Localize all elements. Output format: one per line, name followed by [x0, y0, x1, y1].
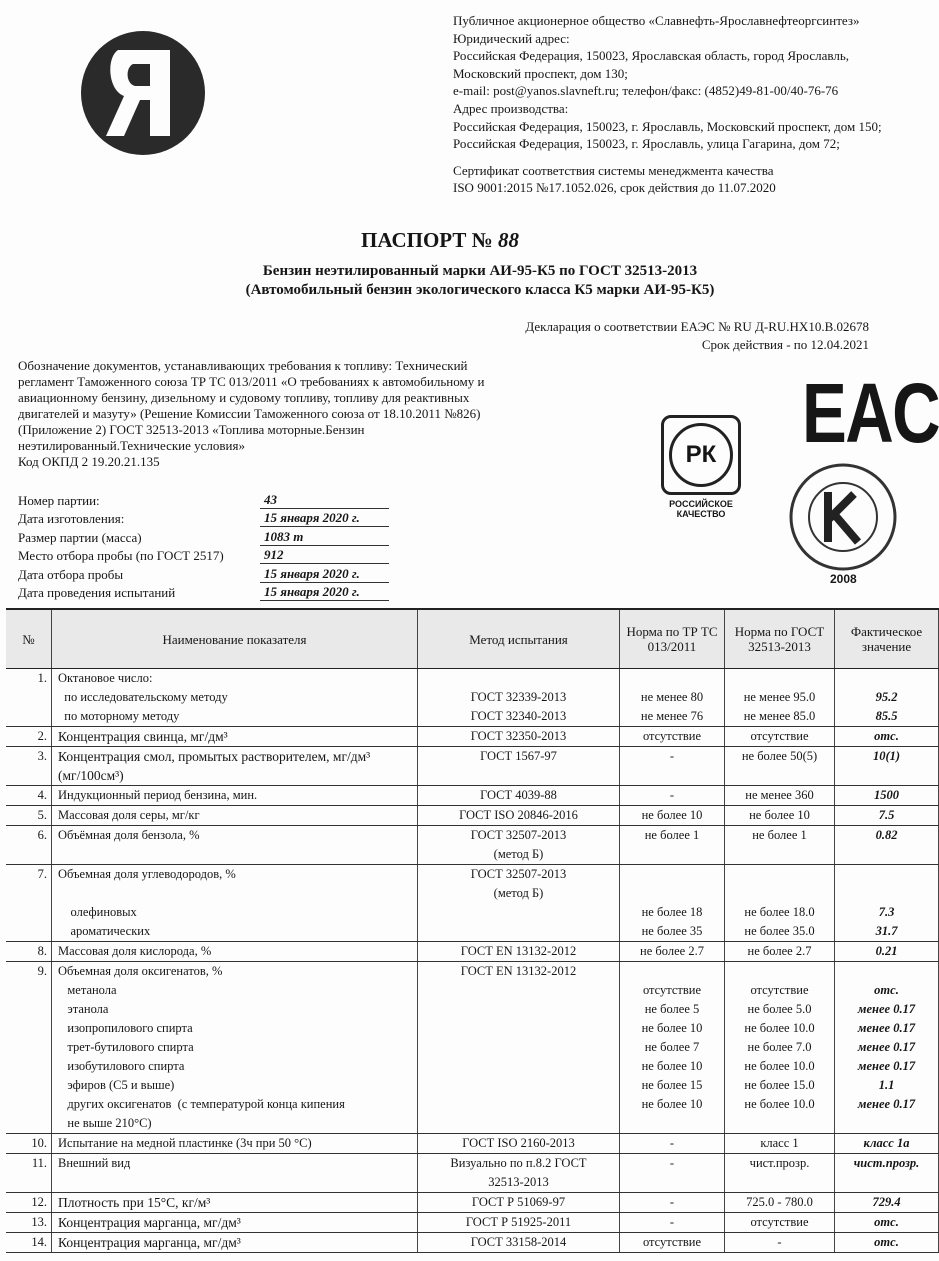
table-row-line — [6, 1193, 939, 1212]
actual-value: 0.21 — [835, 942, 939, 961]
okpd-code: Код ОКПД 2 19.20.21.135 — [18, 454, 160, 469]
indicator-name: Концентрация смол, промытых растворителем, мг/дм³ — [52, 747, 418, 766]
table-row — [6, 1134, 939, 1154]
indicator-name: (мг/100см³) — [52, 766, 418, 785]
norm-gost: не более 1 — [725, 826, 835, 845]
indicator-name: изобутилового спирта — [52, 1057, 418, 1076]
rk-mark: РК — [669, 423, 733, 487]
indicator-name: олефиновых — [52, 903, 418, 922]
batch-value: 15 января 2020 г. — [260, 584, 389, 601]
test-method: 32513-2013 — [418, 1173, 620, 1192]
norm-gost — [725, 962, 835, 981]
indicator-name: Объемная доля оксигенатов, % — [52, 962, 418, 981]
norm-tr-ts: отсутствие — [620, 1233, 725, 1252]
norm-gost — [725, 884, 835, 903]
seal-year: 2008 — [830, 572, 857, 586]
company-info — [453, 12, 882, 153]
table-row-line — [6, 922, 939, 941]
product-name — [0, 262, 939, 300]
table-row-line — [6, 1114, 939, 1133]
actual-value: 85.5 — [835, 707, 939, 726]
indicator-name — [52, 1173, 418, 1192]
norm-tr-ts: не более 1 — [620, 826, 725, 845]
batch-label: Место отбора пробы (по ГОСТ 2517) — [18, 548, 224, 563]
actual-value: 95.2 — [835, 688, 939, 707]
actual-value: 10(1) — [835, 747, 939, 766]
table-row-line — [6, 1233, 939, 1252]
row-number — [6, 845, 52, 864]
norm-gost: не более 10 — [725, 806, 835, 825]
passport-number: 88 — [497, 228, 519, 252]
norm-tr-ts: не менее 80 — [620, 688, 725, 707]
row-number: 4. — [6, 786, 52, 805]
norm-tr-ts: не менее 76 — [620, 707, 725, 726]
indicator-name: Концентрация свинца, мг/дм³ — [52, 727, 418, 746]
table-row-line — [6, 806, 939, 825]
row-number: 3. — [6, 747, 52, 766]
norm-tr-ts: - — [620, 747, 725, 766]
indicator-name: Индукционный период бензина, мин. — [52, 786, 418, 805]
passport-title — [0, 228, 880, 253]
quality-certificate — [453, 162, 776, 196]
test-method: ГОСТ 32507-2013 — [418, 826, 620, 845]
indicator-name: этанола — [52, 1000, 418, 1019]
column-header: Норма по ТР ТС 013/2011 — [620, 610, 725, 668]
table-row-line — [6, 884, 939, 903]
indicator-name: ароматических — [52, 922, 418, 941]
table-row-line — [6, 903, 939, 922]
company-line: Российская Федерация, 150023, Ярославская область, город Ярославль, — [453, 48, 850, 64]
company-line: Адрес производства: — [453, 100, 569, 116]
norm-tr-ts — [620, 1173, 725, 1192]
test-method: (метод Б) — [418, 884, 620, 903]
row-number — [6, 1057, 52, 1076]
norm-gost: не более 18.0 — [725, 903, 835, 922]
table-row-line — [6, 962, 939, 981]
test-method: ГОСТ Р 51069-97 — [418, 1193, 620, 1212]
requirements-block — [18, 358, 488, 470]
test-method — [418, 1019, 620, 1038]
test-method — [418, 1095, 620, 1114]
test-method: ГОСТ 32339-2013 — [418, 688, 620, 707]
norm-tr-ts: - — [620, 1154, 725, 1173]
table-row — [6, 942, 939, 962]
company-line: Публичное акционерное общество «Славнефть-Ярославнефтеоргсинтез» — [453, 13, 860, 28]
indicator-name: Объёмная доля бензола, % — [52, 826, 418, 845]
indicator-name: Плотность при 15°С, кг/м³ — [52, 1193, 418, 1212]
row-number — [6, 1095, 52, 1114]
indicator-name: Испытание на медной пластинке (3ч при 50 °С) — [52, 1134, 418, 1153]
test-method — [418, 766, 620, 785]
company-line: Российская Федерация, 150023, г. Ярославль, улица Гагарина, дом 72; — [453, 136, 840, 152]
company-line: e-mail: post@yanos.slavneft.ru; телефон/факс: (4852)49-81-00/40-76-76 — [453, 83, 839, 99]
norm-gost: не более 10.0 — [725, 1057, 835, 1076]
batch-info — [18, 490, 389, 601]
table-row-line — [6, 942, 939, 961]
actual-value: класс 1а — [835, 1134, 939, 1153]
table-row — [6, 1154, 939, 1193]
batch-label: Размер партии (масса) — [18, 529, 142, 545]
table-row-line — [6, 1000, 939, 1019]
test-method: ГОСТ EN 13132-2012 — [418, 962, 620, 981]
row-number: 9. — [6, 962, 52, 981]
batch-value: 43 — [260, 492, 389, 509]
test-method — [418, 1038, 620, 1057]
rk-caption: РОССИЙСКОЕ — [669, 499, 733, 509]
test-method: ГОСТ 1567-97 — [418, 747, 620, 766]
actual-value: отс. — [835, 981, 939, 1000]
norm-gost — [725, 1173, 835, 1192]
table-row — [6, 1193, 939, 1213]
actual-value: менее 0.17 — [835, 1019, 939, 1038]
row-number: 11. — [6, 1154, 52, 1173]
row-number — [6, 903, 52, 922]
indicator-name: Массовая доля кислорода, % — [52, 942, 418, 961]
row-number: 5. — [6, 806, 52, 825]
indicator-name: эфиров (С5 и выше) — [52, 1076, 418, 1095]
norm-gost: не более 35.0 — [725, 922, 835, 941]
norm-gost: не более 10.0 — [725, 1095, 835, 1114]
column-header: Наименование показателя — [52, 610, 418, 668]
column-header: № — [6, 610, 52, 668]
indicator-name — [52, 884, 418, 903]
row-number — [6, 707, 52, 726]
norm-gost: не более 2.7 — [725, 942, 835, 961]
row-number: 12. — [6, 1193, 52, 1212]
norm-tr-ts: не более 18 — [620, 903, 725, 922]
test-method — [418, 1076, 620, 1095]
test-method — [418, 981, 620, 1000]
row-number: 8. — [6, 942, 52, 961]
norm-gost: отсутствие — [725, 727, 835, 746]
table-row-line — [6, 1019, 939, 1038]
row-number — [6, 688, 52, 707]
quality-award-seal-icon — [788, 462, 898, 572]
indicator-name: по моторному методу — [52, 707, 418, 726]
row-number: 7. — [6, 865, 52, 884]
indicator-name: Октановое число: — [52, 669, 418, 688]
indicator-name: Внешний вид — [52, 1154, 418, 1173]
actual-value — [835, 766, 939, 785]
test-method: (метод Б) — [418, 845, 620, 864]
test-method — [418, 1114, 620, 1133]
row-number — [6, 766, 52, 785]
test-method — [418, 669, 620, 688]
test-method: Визуально по п.8.2 ГОСТ — [418, 1154, 620, 1173]
norm-gost: 725.0 - 780.0 — [725, 1193, 835, 1212]
indicator-name: не выше 210°С) — [52, 1114, 418, 1133]
table-row — [6, 962, 939, 1134]
table-row — [6, 786, 939, 806]
norm-tr-ts: не более 7 — [620, 1038, 725, 1057]
norm-tr-ts: не более 5 — [620, 1000, 725, 1019]
test-method — [418, 1057, 620, 1076]
norm-tr-ts — [620, 766, 725, 785]
row-number — [6, 1019, 52, 1038]
actual-value: 31.7 — [835, 922, 939, 941]
table-row-line — [6, 1134, 939, 1153]
row-number: 6. — [6, 826, 52, 845]
indicator-name: Концентрация марганца, мг/дм³ — [52, 1213, 418, 1232]
norm-gost: - — [725, 1233, 835, 1252]
product-line: (Автомобильный бензин экологического класса К5 марки АИ-95-К5) — [245, 282, 715, 298]
row-number: 10. — [6, 1134, 52, 1153]
norm-tr-ts: не более 10 — [620, 806, 725, 825]
table-header — [6, 610, 939, 669]
table-row-line — [6, 1154, 939, 1173]
product-line: Бензин неэтилированный марки АИ-95-К5 по ГОСТ 32513-2013 — [262, 263, 698, 279]
actual-value — [835, 1114, 939, 1133]
certificate-line: Сертификат соответствия системы менеджмента качества — [453, 163, 774, 178]
actual-value: 1500 — [835, 786, 939, 805]
row-number — [6, 1076, 52, 1095]
actual-value: менее 0.17 — [835, 1038, 939, 1057]
norm-gost — [725, 1114, 835, 1133]
table-row-line — [6, 981, 939, 1000]
row-number: 2. — [6, 727, 52, 746]
company-line: Московский проспект, дом 130; — [453, 65, 628, 81]
norm-tr-ts — [620, 1114, 725, 1133]
actual-value: 7.5 — [835, 806, 939, 825]
actual-value: чист.прозр. — [835, 1154, 939, 1173]
table-row-line — [6, 688, 939, 707]
column-header: Метод испытания — [418, 610, 620, 668]
table-row-line — [6, 826, 939, 845]
test-method — [418, 1000, 620, 1019]
actual-value: 7.3 — [835, 903, 939, 922]
table-row-line — [6, 707, 939, 726]
indicator-name: метанола — [52, 981, 418, 1000]
title-text: ПАСПОРТ № — [361, 228, 493, 252]
row-number — [6, 981, 52, 1000]
company-line: Российская Федерация, 150023, г. Ярославль, Московский проспект, дом 150; — [453, 118, 882, 134]
batch-value: 912 — [260, 547, 389, 564]
table-row-line — [6, 1038, 939, 1057]
norm-tr-ts: не более 10 — [620, 1019, 725, 1038]
row-number: 14. — [6, 1233, 52, 1252]
indicator-name: Концентрация марганца, мг/дм³ — [52, 1233, 418, 1252]
norm-gost: не менее 85.0 — [725, 707, 835, 726]
test-method: ГОСТ ISO 2160-2013 — [418, 1134, 620, 1153]
norm-gost: не более 50(5) — [725, 747, 835, 766]
table-row-line — [6, 727, 939, 746]
norm-tr-ts: не более 15 — [620, 1076, 725, 1095]
rk-caption: КАЧЕСТВО — [676, 509, 726, 519]
norm-gost: не менее 95.0 — [725, 688, 835, 707]
row-number — [6, 1173, 52, 1192]
table-row — [6, 806, 939, 826]
norm-tr-ts: не более 10 — [620, 1095, 725, 1114]
indicator-name: Массовая доля серы, мг/кг — [52, 806, 418, 825]
table-body — [6, 669, 939, 1253]
table-row-line — [6, 786, 939, 805]
indicator-name: других оксигенатов (с температурой конца кипения — [52, 1095, 418, 1114]
row-number — [6, 1000, 52, 1019]
norm-gost: не менее 360 — [725, 786, 835, 805]
actual-value — [835, 884, 939, 903]
indicator-name: по исследовательскому методу — [52, 688, 418, 707]
batch-value: 15 января 2020 г. — [260, 566, 389, 583]
actual-value — [835, 1173, 939, 1192]
norm-gost: отсутствие — [725, 981, 835, 1000]
company-logo-icon — [78, 28, 208, 158]
indicator-name — [52, 845, 418, 864]
declaration-validity: Срок действия - по 12.04.2021 — [701, 337, 869, 352]
test-method: ГОСТ 33158-2014 — [418, 1233, 620, 1252]
declaration — [525, 318, 869, 354]
table-row-line — [6, 1057, 939, 1076]
actual-value — [835, 669, 939, 688]
table-row — [6, 826, 939, 865]
test-method — [418, 903, 620, 922]
actual-value: менее 0.17 — [835, 1000, 939, 1019]
declaration-number: Декларация о соответствии ЕАЭС № RU Д-RU.НХ10.В.02678 — [525, 319, 869, 334]
actual-value: отс. — [835, 1233, 939, 1252]
table-row — [6, 1213, 939, 1233]
table-row — [6, 727, 939, 747]
norm-tr-ts: - — [620, 1193, 725, 1212]
actual-value: менее 0.17 — [835, 1057, 939, 1076]
norm-tr-ts: не более 2.7 — [620, 942, 725, 961]
test-method: ГОСТ 4039-88 — [418, 786, 620, 805]
test-method: ГОСТ 32507-2013 — [418, 865, 620, 884]
table-row-line — [6, 1213, 939, 1232]
norm-tr-ts: не более 10 — [620, 1057, 725, 1076]
test-method: ГОСТ 32340-2013 — [418, 707, 620, 726]
batch-value: 1083 т — [260, 529, 389, 546]
indicator-name: трет-бутилового спирта — [52, 1038, 418, 1057]
table-row-line — [6, 1173, 939, 1192]
norm-tr-ts — [620, 865, 725, 884]
batch-label: Дата проведения испытаний — [18, 585, 176, 600]
norm-gost — [725, 845, 835, 864]
norm-gost: класс 1 — [725, 1134, 835, 1153]
norm-tr-ts: отсутствие — [620, 981, 725, 1000]
norm-tr-ts: - — [620, 786, 725, 805]
test-results-table — [6, 608, 939, 1253]
column-header: Фактическое значение — [835, 610, 939, 668]
actual-value: менее 0.17 — [835, 1095, 939, 1114]
norm-tr-ts — [620, 669, 725, 688]
table-row-line — [6, 766, 939, 785]
indicator-name: Объемная доля углеводородов, % — [52, 865, 418, 884]
indicator-name: изопропилового спирта — [52, 1019, 418, 1038]
rk-logo — [660, 415, 742, 519]
norm-tr-ts: - — [620, 1134, 725, 1153]
table-row — [6, 1233, 939, 1253]
test-method: ГОСТ 32350-2013 — [418, 727, 620, 746]
norm-tr-ts — [620, 884, 725, 903]
row-number: 13. — [6, 1213, 52, 1232]
norm-tr-ts: - — [620, 1213, 725, 1232]
actual-value: 729.4 — [835, 1193, 939, 1212]
table-row-line — [6, 1076, 939, 1095]
actual-value — [835, 962, 939, 981]
table-row-line — [6, 669, 939, 688]
norm-gost: не более 5.0 — [725, 1000, 835, 1019]
table-row-line — [6, 747, 939, 766]
norm-tr-ts — [620, 962, 725, 981]
actual-value — [835, 845, 939, 864]
row-number — [6, 1114, 52, 1133]
test-method: ГОСТ EN 13132-2012 — [418, 942, 620, 961]
norm-gost — [725, 865, 835, 884]
requirements-text: Обозначение документов, устанавливающих требования к топливу: Технический регламент Таможенного союза ТР ТС 013/2011 «О требованиях к автомобильному и авиационному бензину, дизельному и судовому топливу, топливу для реактивных двигателей и мазуту» (Решение Комиссии Таможенного союза от 18.10.2011 №826) (Приложение 2) ГОСТ 32513-2013 «Топлива моторные.Бензин неэтилированный.Технические условия» — [18, 358, 485, 453]
row-number — [6, 884, 52, 903]
table-row — [6, 865, 939, 942]
batch-label: Дата отбора пробы — [18, 566, 124, 582]
test-method: ГОСТ ISO 20846-2016 — [418, 806, 620, 825]
norm-tr-ts: отсутствие — [620, 727, 725, 746]
row-number — [6, 922, 52, 941]
row-number: 1. — [6, 669, 52, 688]
table-row-line — [6, 845, 939, 864]
norm-gost: не более 10.0 — [725, 1019, 835, 1038]
actual-value: 1.1 — [835, 1076, 939, 1095]
actual-value: отс. — [835, 1213, 939, 1232]
table-row-line — [6, 1095, 939, 1114]
eac-logo: EAC — [802, 366, 939, 460]
norm-gost: отсутствие — [725, 1213, 835, 1232]
actual-value: 0.82 — [835, 826, 939, 845]
norm-gost — [725, 669, 835, 688]
actual-value: отс. — [835, 727, 939, 746]
norm-gost: не более 7.0 — [725, 1038, 835, 1057]
batch-label: Номер партии: — [18, 492, 100, 508]
norm-tr-ts: не более 35 — [620, 922, 725, 941]
actual-value — [835, 865, 939, 884]
test-method: ГОСТ Р 51925-2011 — [418, 1213, 620, 1232]
certificate-line: ISO 9001:2015 №17.1052.026, срок действия до 11.07.2020 — [453, 180, 776, 195]
norm-gost: не более 15.0 — [725, 1076, 835, 1095]
batch-label: Дата изготовления: — [18, 511, 125, 526]
norm-gost — [725, 766, 835, 785]
norm-gost: чист.прозр. — [725, 1154, 835, 1173]
table-row-line — [6, 865, 939, 884]
test-method — [418, 922, 620, 941]
row-number — [6, 1038, 52, 1057]
norm-tr-ts — [620, 845, 725, 864]
batch-value: 15 января 2020 г. — [260, 510, 389, 527]
table-row — [6, 669, 939, 727]
column-header: Норма по ГОСТ 32513-2013 — [725, 610, 835, 668]
table-row — [6, 747, 939, 786]
company-line: Юридический адрес: — [453, 30, 570, 46]
